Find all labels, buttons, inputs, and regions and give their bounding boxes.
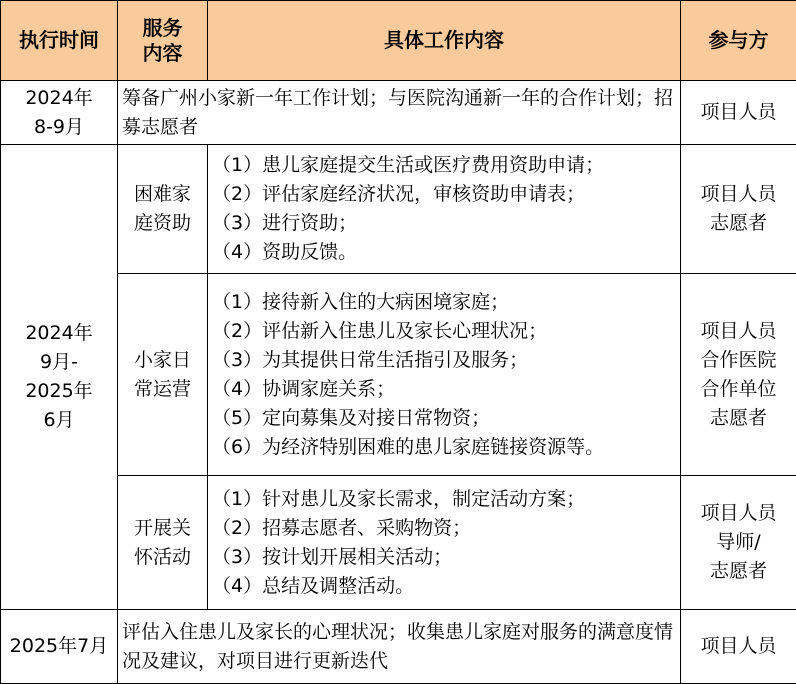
content-cell: 评估入住患儿及家长的心理状况；收集患儿家庭对服务的满意度情况及建议，对项目进行更新迭代 — [118, 610, 681, 684]
party-cell — [681, 476, 796, 610]
list-item: （3）按计划开展相关活动； — [212, 543, 676, 572]
table-row — [1, 145, 796, 274]
service-line: 困难家 — [122, 180, 203, 209]
header-content: 具体工作内容 — [208, 1, 681, 81]
list-item: （3）进行资助； — [212, 209, 676, 238]
list-item: （1）患儿家庭提交生活或医疗费用资助申请； — [212, 151, 676, 180]
time-line: 2024年 — [5, 84, 113, 113]
list-item: （1）针对患儿及家长需求，制定活动方案； — [212, 485, 676, 514]
content-cell — [208, 476, 681, 610]
party-cell — [681, 610, 796, 684]
header-service-line: 内容 — [122, 41, 203, 66]
time-line: 2025年7月 — [5, 632, 113, 661]
service-cell — [118, 274, 208, 476]
header-service-line: 服务 — [122, 16, 203, 41]
party-line: 项目人员 — [685, 180, 792, 209]
list-item: （4）协调家庭关系； — [212, 375, 676, 404]
time-line: 8-9月 — [5, 113, 113, 142]
service-line: 小家日 — [122, 346, 203, 375]
header-time: 执行时间 — [1, 1, 118, 81]
table-row — [1, 610, 796, 684]
party-line: 项目人员 — [685, 499, 792, 528]
party-cell — [681, 81, 796, 145]
time-line: 2025年 — [5, 377, 113, 406]
list-item: （4）资助反馈。 — [212, 238, 676, 267]
table-row — [1, 476, 796, 610]
header-row — [1, 1, 796, 81]
service-cell — [118, 476, 208, 610]
time-line: 6月 — [5, 406, 113, 435]
party-line: 志愿者 — [685, 209, 792, 238]
service-cell — [118, 145, 208, 274]
party-cell — [681, 274, 796, 476]
time-cell — [1, 610, 118, 684]
header-service — [118, 1, 208, 81]
table-row — [1, 274, 796, 476]
party-line: 项目人员 — [685, 632, 792, 661]
party-cell — [681, 145, 796, 274]
service-line: 庭资助 — [122, 209, 203, 238]
party-line: 合作单位 — [685, 375, 792, 404]
service-line: 怀活动 — [122, 543, 203, 572]
party-line: 项目人员 — [685, 98, 792, 127]
service-line: 常运营 — [122, 375, 203, 404]
time-cell — [1, 81, 118, 145]
content-cell: 筹备广州小家新一年工作计划；与医院沟通新一年的合作计划；招募志愿者 — [118, 81, 681, 145]
party-line: 导师/ — [685, 528, 792, 557]
time-cell — [1, 145, 118, 610]
party-line: 项目人员 — [685, 317, 792, 346]
list-item: （5）定向募集及对接日常物资； — [212, 404, 676, 433]
header-party: 参与方 — [681, 1, 796, 81]
time-line: 9月- — [5, 348, 113, 377]
list-item: （2）招募志愿者、采购物资； — [212, 514, 676, 543]
content-cell — [208, 274, 681, 476]
service-line: 开展关 — [122, 514, 203, 543]
party-line: 合作医院 — [685, 346, 792, 375]
list-item: （3）为其提供日常生活指引及服务； — [212, 346, 676, 375]
time-line: 2024年 — [5, 319, 113, 348]
list-item: （4）总结及调整活动。 — [212, 572, 676, 601]
list-item: （6）为经济特别困难的患儿家庭链接资源等。 — [212, 433, 676, 462]
list-item: （2）评估新入住患儿及家长心理状况； — [212, 317, 676, 346]
list-item: （2）评估家庭经济状况，审核资助申请表； — [212, 180, 676, 209]
table-row — [1, 81, 796, 145]
content-cell — [208, 145, 681, 274]
party-line: 志愿者 — [685, 557, 792, 586]
party-line: 志愿者 — [685, 404, 792, 433]
list-item: （1）接待新入住的大病困境家庭； — [212, 288, 676, 317]
